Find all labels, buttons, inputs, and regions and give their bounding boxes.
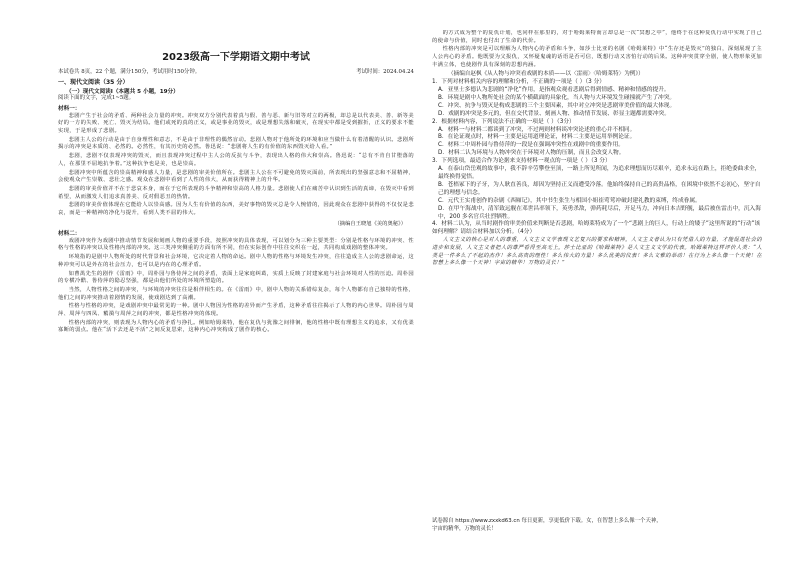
option: D．戏剧的冲突是多元的，但在交代背景、刻画人物、推动情节发展、彰显主题都需要冲突。 [438,110,670,117]
source-citation: （摘编自王晓旭《美的奥秘》） [334,220,406,227]
paragraph: 环境指的是剧中人物所处的时代背景和社会环境，它决定着人物的命运。剧中人物的性格与环境发生冲突，往往造成主人公的悲剧命运，这种冲突可以是外在的社会压力，也可以是内在的心理矛盾。 [58,254,414,268]
footer-line: 试卷源自 https://www.zxxkd63.cn 每日更新，享更低价下载。女，在智慧上多么像一个天神， [432,518,662,524]
exam-meta [58,67,414,75]
right-column [432,30,762,556]
exam-meta-info: 本试卷共 8页，22 个题，满分150分，考试用时150分钟。 [58,69,201,75]
option: C．元代王实甫创作的杂剧《西厢记》，其中书生张生与相国小姐崔莺莺冲破封建礼教的束缚，终成眷属。 [438,197,701,204]
left-column [58,36,414,556]
paragraph: 悲剧的审美价值并不在于悲哀本身，而在于它所表现的斗争精神和崇高的人格力量。悲剧使人们在痛苦中认识到生活的真谛，在毁灭中看到希望，从而激发人们追求真善美、反对假恶丑的热情。 [58,185,414,200]
source-citation: （摘编自赵枫《从人物与冲突看戏剧的本质——以〈雷雨〉〈哈姆莱特〉为例》） [448,70,644,77]
paragraph: 悲剧，悲剧不仅表现冲突的毁灭，而且表现冲突过程中主人公的反抗与斗争，表现出人格的伟大和崇高。鲁迅说：“总有不肯自甘堕落的人，在那里不屈地抗争着。”这种抗争也是美，也是崇高。 [58,153,414,167]
question-4: 4．材料二认为，从当时剧作的审美价值来判断是否悲剧，哈姆莱特成为了一个“悲剧上的巨人，行动上的矮子”这里所说的“行动”该如何理解？请结合材料加以分析。（4分） [432,221,761,236]
question-2: 2．根据材料内容，下列说法不正确的一项是（ ）（3分） [432,118,575,125]
option: A．在泰山岱岳观的故事中，我不辞辛劳攀登至顶，一路上所见所闻，为追求理想而历尽艰辛，追求永远在路上，拒绝委曲求全，最终换得觉悟。 [438,166,761,180]
paragraph: 的方式成为整个的复仇计划，也同样在那里的，对于哈姆莱特而言却总是一次“冥想之中”，他终于在这种复仇行动中实现了自己的使命与价值，同时也付出了生命的代价。 [432,30,762,44]
material1-label: 材料一： [58,105,81,112]
option: D．在甲午海战中，清军致远舰在邓世昌率领下，英勇杀敌，弹药耗尽后，开足马力，冲向日本吉野舰，最后被鱼雷击中，沉入海中，200 多名官兵壮烈牺牲。 [438,205,761,220]
section-heading: 一、现代文阅读（35 分） [58,79,129,86]
option: B．在论证观点时，材料一主要是运用道理论证，材料二主要是运用举例论证。 [438,134,636,141]
option: C．材料二中周朴园与鲁侍萍的一段是在强调冲突性在戏剧中的重要作用。 [438,142,624,149]
handwritten-note: 人文主义的核心是对人的尊重，人文主义文学表现文艺复兴的要求和精神。人文主义者认为只有凭借人的力量，才能促进社会的进步和发展，人文主义者把人的尊严看得至高无上。莎士比亚的《哈姆莱特》是人文主义文学的代表。哈姆莱特这样评价人类：“人类是一件多么了不起的杰作！多么高贵的理性！多么伟大的力量！多么优美的仪表！多么文雅的举动！在行为上多么像一个天使！在智慧上多么像一个天神！宇宙的精华！万物的灵长！” [432,237,762,267]
question-3: 3．下列选项，最适合作为论据来支持材料一观点的一项是（ ）（3 分） [432,158,611,165]
option: B．苍梧冢下的子牙，为人耿直善良，却因为坚持正义而遭受冷落。他始终保持自己的高贵品格，在困境中依然不忘初心，坚守自己的理想与信念。 [438,181,761,196]
paragraph: 悲剧主人公的行动是由于自身理性和意志，不是由于非理性的偶然盲动。悲剧人物对于他所处的环境和应当做什么有着清醒的认识。悲剧所揭示的冲突是本质的、必然的。必然性，有其历史的必然。鲁迅说：“悲剧将人生的有价值的东西毁灭给人看。” [58,136,414,151]
paragraph: 当然，人物性格之间的冲突，与环境的冲突往往是相伴相生的。在《雷雨》中，剧中人物的关系错综复杂，每个人物都有自己独特的性格，他们之间的冲突推动着剧情的发展，使戏剧达到了高潮。 [58,286,414,301]
paragraph: 悲剧产生于社会的矛盾、两种社会力量的冲突。冲突双方分别代表着真与假、善与恶、新与旧等对立的两极，却总是以代表美、善、新等美好的一方的失败、死亡、毁灭为结局。他们或死的真的正义，或是事业的毁灭，或是理想失落和破灭，在现实中都是受到摧折，正义的要求不能实现，于是形成了悲剧。 [58,112,414,134]
option: C．冲突、抗争与毁灭是构成悲剧的三个主要因素，其中对立冲突是悲剧审美价值的最大体现。 [438,102,676,109]
material2-label: 材料二： [58,230,81,237]
paragraph: 悲剧的审美价值体现在它能给人以崇高感。因为人生有价值的东西，美好事物的毁灭总是令人惋惜的，因此观众在悲剧中获得的不仅仅是悲哀，而是一种精神的净化与提升，看到人类不屈的伟大。 [58,202,414,217]
paragraph: 戏剧冲突作为戏剧中推动情节发展和刻画人物的重要手段，按照冲突的具体表现，可以划分为三种主要类型：分别是性格与环境的冲突、性格与性格的冲突以及性格内部的冲突。这三类冲突侧重的方面有所不同，但在实际创作中往往交织在一起，共同构成戏剧的整体冲突。 [58,237,414,252]
option: A．亚里士多德认为悲剧的“净化”作用，是指观众观看悲剧后得到情感、精神和情感的提升。 [438,87,670,94]
paragraph: 悲剧冲突中所蕴含的崇高精神和感人力量，是悲剧的审美价值所在。悲剧主人公在不可避免的毁灭面前，所表现出的坚强意志和不屈精神，会使观众产生崇敬、悲壮之感。观众在悲剧中看到了人性的伟大，从而获得精神上的升华。 [58,169,414,184]
paragraph: 如曹禺先生的剧作《雷雨》中，周朴园与鲁侍萍之间的矛盾，表面上是家庭纠葛，实质上反映了封建家庭与社会环境对人性的压迫。周朴园的专横冷酷、鲁侍萍的隐忍坚强，都是由他们所处的环境所塑造的。 [58,270,414,285]
paragraph: 性格内部的冲突是可以理解为人物内心的矛盾和斗争，如莎士比亚的名剧《哈姆莱特》中“生存还是毁灭”的独白，深刻展现了主人公内心的矛盾。他既要为父报仇，又怀疑鬼魂的话语是否可信，既想行动又害怕行动的后果。这种冲突贯穿全剧，使人物形象更加丰满立体，也使剧作具有深刻的思想内涵。 [432,46,762,68]
exam-title: 2023级高一下学期语文期中考试 [162,52,310,63]
footer [432,518,762,533]
subsection-heading: （一）现代文阅读Ⅰ（本题共 5 小题，19分） [66,89,179,95]
paragraph: 性格与性格的冲突，是戏剧冲突中最常见的一种。剧中人物因为性格的差异而产生矛盾，这种矛盾往往揭示了人物的内心世界。周朴园与周萍、周萍与四凤、蘩漪与周萍之间的冲突，都是性格冲突的体现。 [58,303,414,318]
instruction: 阅读下面的文字，完成1~5题。 [58,95,135,101]
option: B．环境是剧中人物所处社会的某个横截面的具象化，当人物与大环境发生碰撞就产生了冲突。 [438,94,676,101]
footer-line: 宇宙的精华，万物的灵长！ [432,525,497,532]
question-1: 1．下列对材料相关内容的理解和分析，不正确的一项是（ ）（3 分） [432,79,605,86]
paragraph: 性格内部的冲突，则表现为人物内心的矛盾与挣扎。例如哈姆莱特，他在复仇与犹豫之间徘徊，他的性格中既有理想主义的追求，又有优柔寡断的弱点。他在“活下去还是不活”之间反复思索，这种内心冲突构成了剧作的核心。 [58,319,414,334]
exam-date: 考试时间：2024.04.24 [356,69,414,75]
option: D．材料二认为环境与人物冲突在于环境对人物的压制，而且会改变人物。 [438,150,625,157]
option: A．材料一与材料二都谈到了冲突，不过两则材料谈冲突论述的重心并不相同。 [438,126,636,133]
